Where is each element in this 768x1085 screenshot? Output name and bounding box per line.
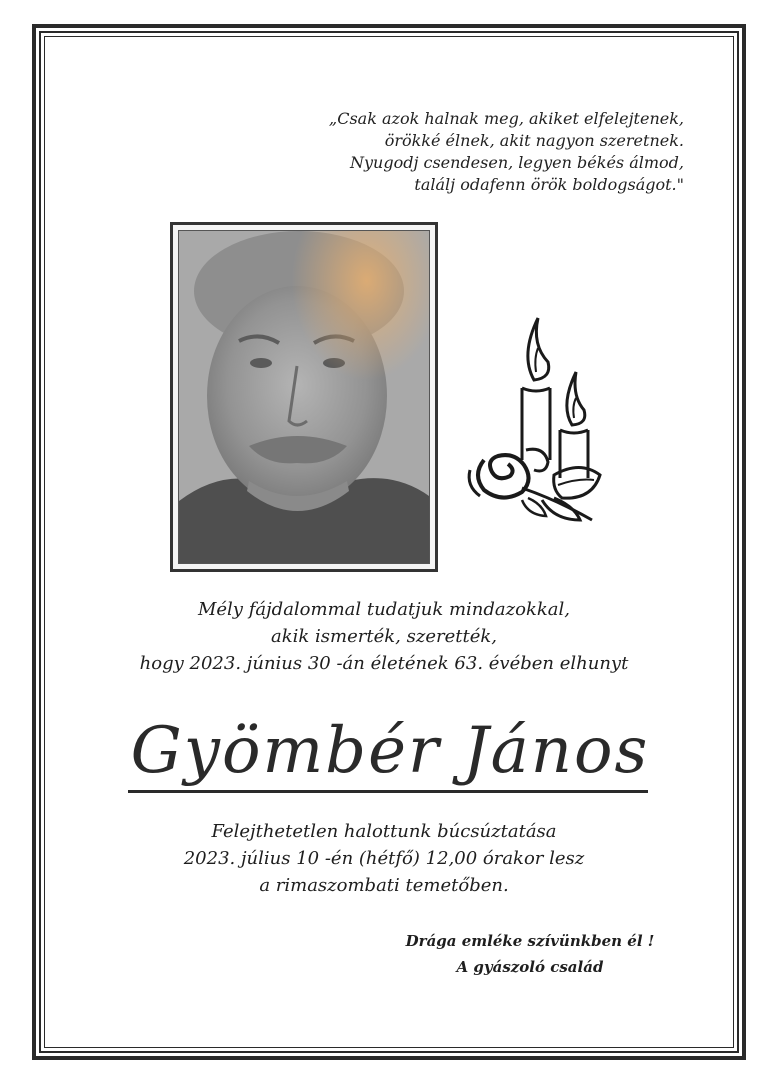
quote-line: örökké élnek, akit nagyon szeretnek. [384, 131, 684, 150]
quote-line: találj odafenn örök boldogságot." [414, 175, 684, 194]
funeral-details [90, 818, 678, 899]
quote-line: Nyugodj csendesen, legyen békés álmod, [349, 153, 684, 172]
closing-signature [380, 928, 680, 980]
name-underline [128, 790, 648, 793]
announcement-line: akik ismerték, szerették, [271, 626, 497, 647]
memorial-quote [300, 108, 684, 196]
funeral-line: a rimaszombati temetőben. [259, 875, 509, 896]
closing-line: Drága emléke szívünkben él ! [405, 932, 655, 950]
candles-rose-icon [462, 310, 612, 530]
portrait-frame [170, 222, 438, 572]
death-announcement [90, 596, 678, 677]
funeral-line: 2023. július 10 -én (hétfő) 12,00 órakor lesz [183, 848, 585, 869]
quote-line: „Csak azok halnak meg, akiket elfelejtenek, [328, 109, 684, 128]
funeral-line: Felejthetetlen halottunk búcsúztatása [211, 821, 557, 842]
portrait-photo [178, 230, 430, 564]
announcement-line: Mély fájdalommal tudatjuk mindazokkal, [197, 599, 571, 620]
announcement-line: hogy 2023. június 30 -án életének 63. évében elhunyt [139, 653, 629, 674]
deceased-name: Gyömbér János [130, 714, 650, 788]
closing-line: A gyászoló család [456, 958, 604, 976]
